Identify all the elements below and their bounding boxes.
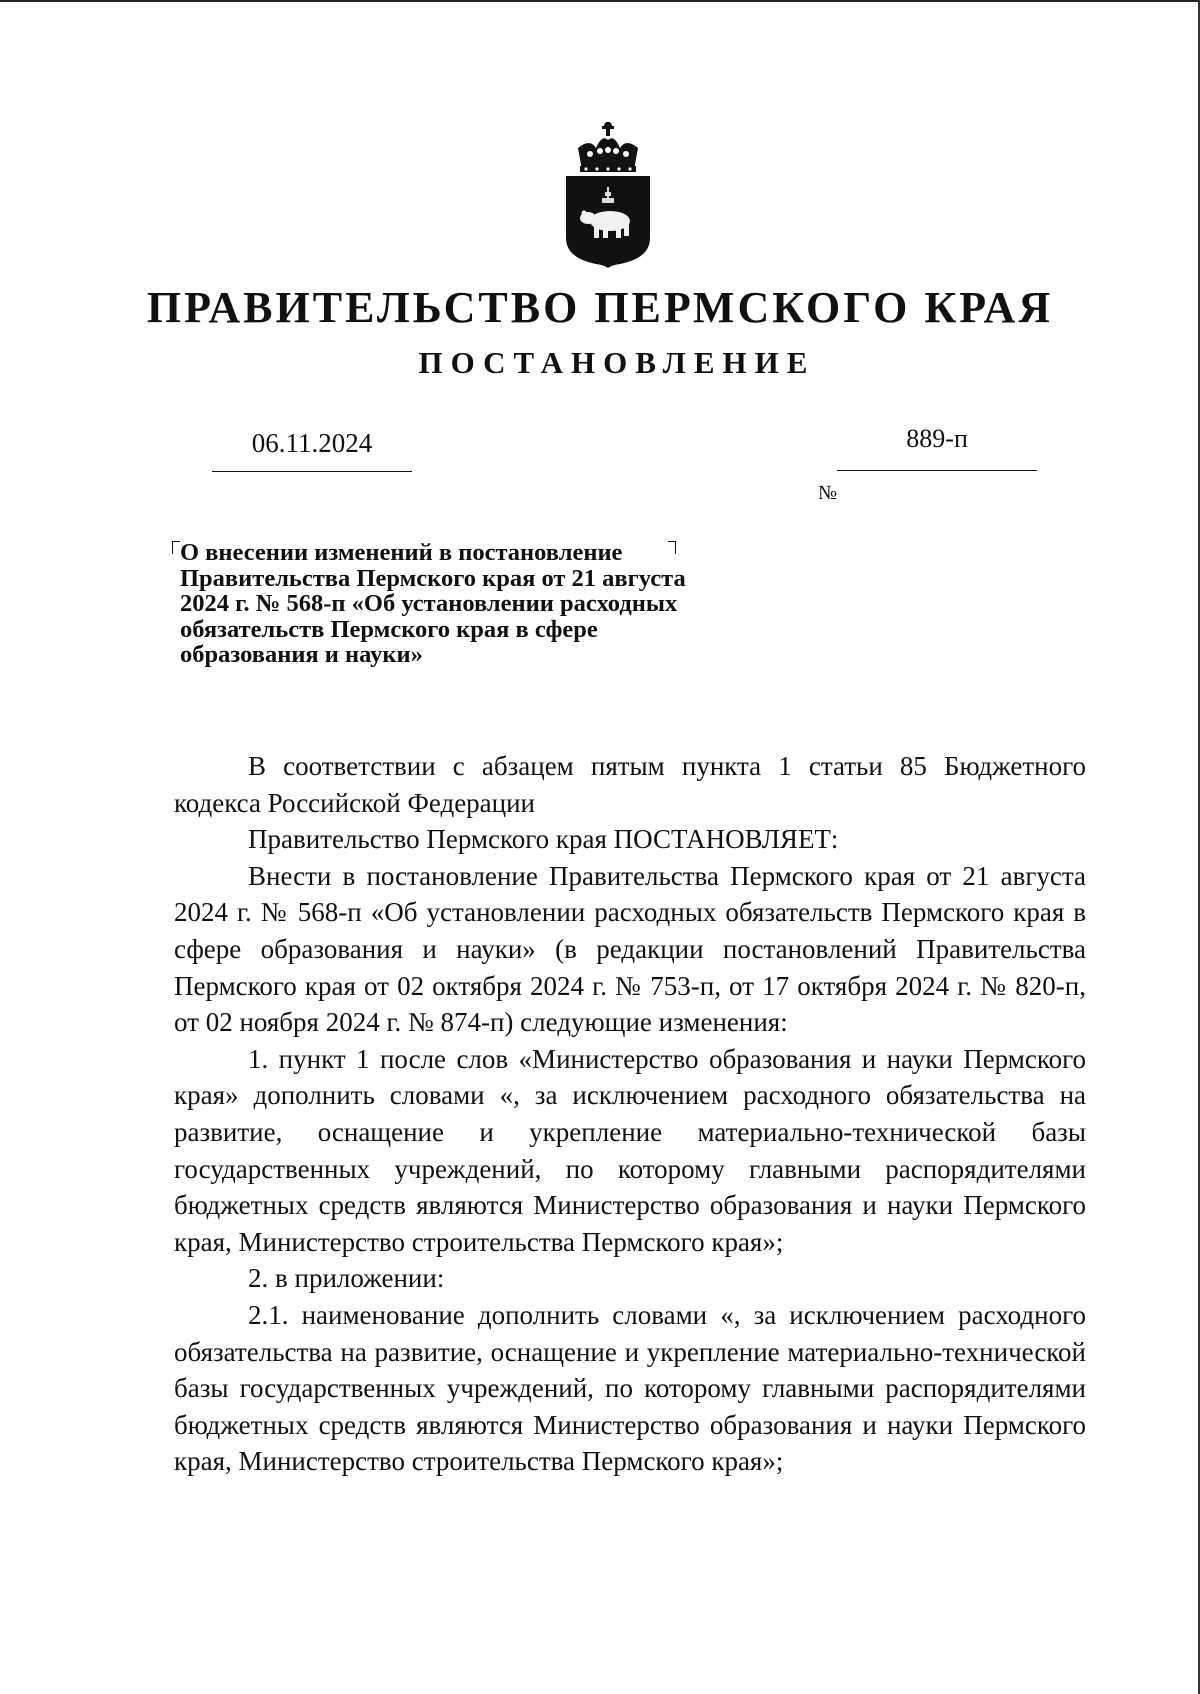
subject-line: обязательств Пермского края в сфере bbox=[180, 615, 598, 643]
coat-of-arms-icon bbox=[560, 118, 656, 268]
body-paragraph: В соответствии с абзацем пятым пункта 1 статьи 85 Бюджетного кодекса Российской Федерации bbox=[174, 751, 1086, 818]
subject-line: Правительства Пермского края от 21 августа bbox=[180, 564, 686, 592]
body-paragraph: 1. пункт 1 после слов «Министерство образования и науки Пермского края» дополнить словами «, за исключением расходного обязательства на развитие, оснащение и укрепление материально-технической базы государственных учреждений, по которому главными распорядителями бюджетных средств являются Министерство образования и науки Пермского края, Министерство строительства Пермского края»; bbox=[174, 1043, 1086, 1257]
document-date: 06.11.2024 bbox=[212, 428, 412, 472]
document-body bbox=[174, 748, 1086, 1480]
body-paragraph: 2. в приложении: bbox=[248, 1263, 445, 1294]
subject-bracket-left bbox=[172, 541, 180, 554]
subject-line: О внесении изменений в постановление bbox=[180, 539, 623, 566]
subject-line: образования и науки» bbox=[180, 641, 423, 668]
scan-edge-top bbox=[0, 0, 1200, 2]
body-paragraph: Внести в постановление Правительства Пермского края от 21 августа 2024 г. № 568-п «Об установлении расходных обязательств Пермского края в сфере образования и науки» (в редакции постановлений Правительства Пермского края от 02 октября 2024 г. № 753-п, от 17 октября 2024 г. № 820-п, от 02 ноября 2024 г. № 874-п) следующие изменения: bbox=[174, 860, 1086, 1038]
subject-line: 2024 г. № 568-п «Об установлении расходных bbox=[180, 590, 678, 617]
document-number: 889-п bbox=[837, 424, 1037, 471]
body-paragraph: Правительство Пермского края ПОСТАНОВЛЯЕТ: bbox=[248, 824, 839, 855]
government-title: ПРАВИТЕЛЬСТВО ПЕРМСКОГО КРАЯ bbox=[146, 283, 1054, 332]
document-number-field bbox=[818, 424, 1037, 504]
number-label: № bbox=[818, 482, 838, 504]
document-type: ПОСТАНОВЛЕНИЕ bbox=[418, 345, 816, 380]
document-subject bbox=[180, 540, 780, 668]
body-paragraph: 2.1. наименование дополнить словами «, за исключением расходного обязательства на развитие, оснащение и укрепление материально-технической базы государственных учреждений, по которому главными распорядителями бюджетных средств являются Министерство образования и науки Пермского края, Министерство строительства Пермского края»; bbox=[174, 1299, 1086, 1477]
crown-icon bbox=[578, 122, 638, 172]
